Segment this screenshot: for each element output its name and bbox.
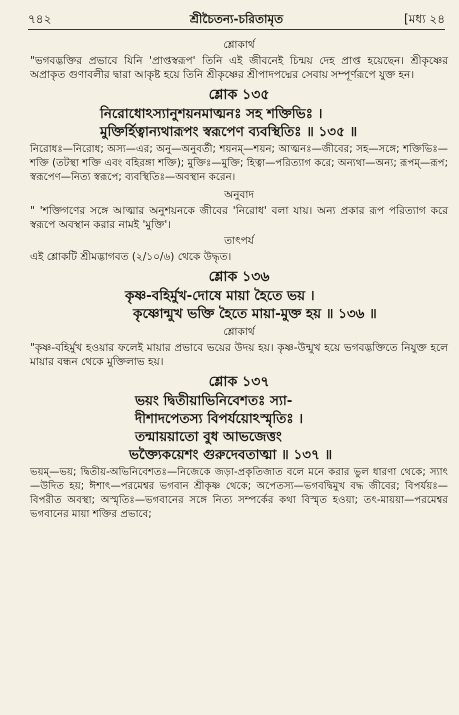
verse-135-text xyxy=(100,105,448,141)
verse-line: দীশাদপেতস্য বিপর্যয়োঽস্মৃতিঃ । xyxy=(135,410,304,427)
verse-135-word-meanings: নিরোধঃ—নিরোধ; অস্য—এর; অনু—অনুবর্তী; শয়নম্—শয়ন; আত্মনঃ—জীবের; সহ—সঙ্গে; শক্তিভিঃ—শক্তি (তটস্থা শক্তি এবং বহিরঙ্গা শক্তি); মুক্তিঃ—মুক্তি; হিত্বা—পরিত্যাগ করে; অন্যথা—অন্য; রূপম্—রূপ; স্বরূপেণ—নিত্য স্বরূপে; ব্যবস্থিতিঃ—অবস্থান করেন। xyxy=(30,144,448,184)
verse-136-text xyxy=(125,287,448,323)
verse-line: কৃষ্ণ-বহির্মুখ-দোষে মায়া হৈতে ভয় । xyxy=(125,287,315,304)
verse-136-meaning: "কৃষ্ণ-বহির্মুখ হওয়ার ফলেই মায়ার প্রভাবে ভয়ের উদয় হয়। কৃষ্ণ-উন্মুখ হয়ে ভগবদ্ভক্তিতে নিযুক্ত হলে মায়ার বন্ধন থেকে মুক্তিলাভ হয়। xyxy=(30,341,448,368)
page-number: ৭৪২ xyxy=(28,12,52,26)
verse-135-translation-label: অনুবাদ xyxy=(224,188,254,201)
verse-134-meaning-label: শ্লোকার্থ xyxy=(223,39,255,51)
verse-137-number: শ্লোক ১৩৭ xyxy=(208,373,270,390)
verse-line: ভক্ত্যৈকয়েশং গুরুদেবতাত্মা ॥ ১৩৭ ॥ xyxy=(129,446,333,463)
header-rule xyxy=(28,29,445,30)
verse-135-purport-label: তাৎপর্য xyxy=(224,234,254,247)
verse-line: কৃষ্ণোন্মুখ ভক্তি হৈতে মায়া-মুক্ত হয় ॥ ১৩৬ ॥ xyxy=(133,305,377,322)
verse-136-number: শ্লোক ১৩৬ xyxy=(208,268,270,285)
verse-135-purport: এই শ্লোকটি শ্রীমদ্ভাগবত (২/১০/৬) থেকে উদ্ধৃত। xyxy=(30,250,232,263)
verse-134-meaning: "ভগবদ্ভক্তির প্রভাবে যিনি 'প্রাপ্তস্বরূপ' তিনি এই জীবনেই চিন্ময় দেহ প্রাপ্ত হয়েছেন। শ্রীকৃষ্ণের অপ্রাকৃত গুণাবলীর দ্বারা আকৃষ্ট হয়ে তিনি শ্রীকৃষ্ণের শ্রীপাদপদ্মের সেবায় সম্পূর্ণরূপে যুক্ত হন। xyxy=(30,55,448,81)
verse-136-meaning-label: শ্লোকার্থ xyxy=(223,325,255,338)
verse-line: তন্মায়য়াতো বুধ আভজেত্তং xyxy=(135,428,282,445)
verse-135-number: শ্লোক ১৩৫ xyxy=(208,87,270,103)
book-title: শ্রীচৈতন্য-চরিতামৃত xyxy=(189,12,284,26)
page-content xyxy=(30,36,448,524)
verse-137-word-meanings: ভয়ম্—ভয়; দ্বিতীয়-অভিনিবেশতঃ—নিজেকে জড়া-প্রকৃতিজাত বলে মনে করার ভুল ধারণা থেকে; স্যাৎ—উদিত হয়; ঈশাৎ—পরমেশ্বর ভগবান শ্রীকৃষ্ণ থেকে; অপেতস্য—ভগবদ্বিমুখ বদ্ধ জীবের; বিপর্যয়ঃ—বিপরীত অবস্থা; অস্মৃতিঃ—ভগবানের সঙ্গে নিত্য সম্পর্কের কথা বিস্মৃত হওয়া; তৎ-মায়য়া—পরমেশ্বর ভগবানের মায়া শক্তির প্রভাবে; xyxy=(30,466,448,521)
verse-line: মুক্তির্হিত্বান্যথারূপং স্বরূপেণ ব্যবস্থিতিঃ ॥ ১৩৫ ॥ xyxy=(100,124,358,140)
verse-135-translation: " 'শক্তিগণের সঙ্গে আত্মার অনুশয়নকে জীবের 'নিরোধ' বলা যায়। অন্য প্রকার রূপ পরিত্যাগ করে স্বরূপে অবস্থান করার নামই 'মুক্তি'। xyxy=(30,204,448,231)
running-header xyxy=(28,8,445,28)
verse-137-text xyxy=(129,392,448,464)
chapter-reference: [মধ্য ২৪ xyxy=(404,12,445,26)
verse-line: নিরোধোঽস্যানুশয়নমাত্মনঃ সহ শক্তিভিঃ । xyxy=(100,106,323,122)
verse-line: ভয়ং দ্বিতীয়াভিনিবেশতঃ স্যা- xyxy=(135,392,293,409)
